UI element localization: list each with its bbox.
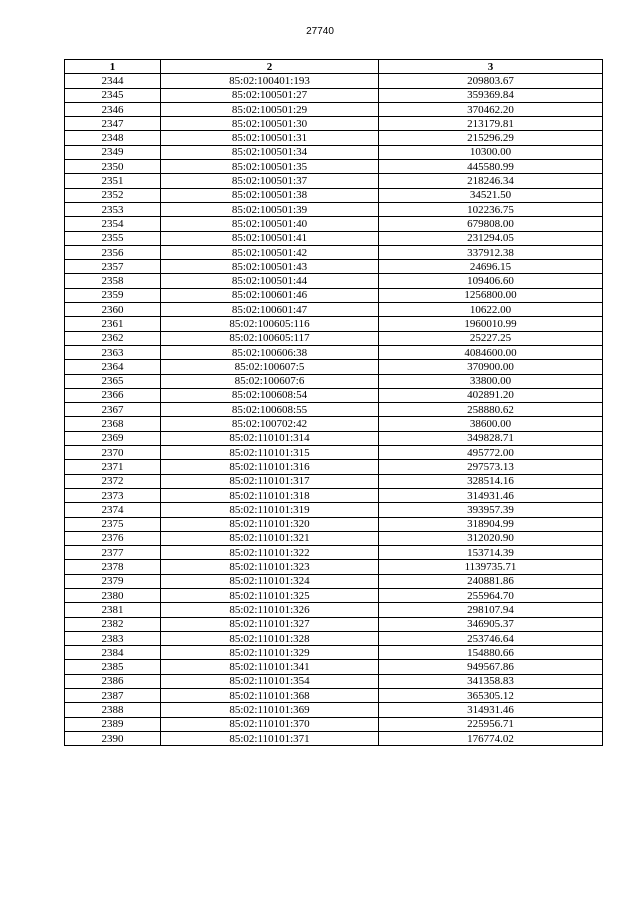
cadastral-number-cell: 85:02:100601:47 (161, 303, 379, 317)
cadastral-number-cell: 85:02:110101:319 (161, 503, 379, 517)
cadastral-number-cell: 85:02:100608:54 (161, 388, 379, 402)
value-cell: 33800.00 (379, 374, 603, 388)
row-number-cell: 2351 (65, 174, 161, 188)
table-row (65, 574, 603, 588)
table-row (65, 460, 603, 474)
row-number-cell: 2386 (65, 674, 161, 688)
table-row (65, 546, 603, 560)
table-row (65, 560, 603, 574)
table-row (65, 217, 603, 231)
cadastral-number-cell: 85:02:100501:42 (161, 245, 379, 259)
row-number-cell: 2378 (65, 560, 161, 574)
value-cell: 215296.29 (379, 131, 603, 145)
cadastral-number-cell: 85:02:100608:55 (161, 403, 379, 417)
value-cell: 495772.00 (379, 446, 603, 460)
value-cell: 1960010.99 (379, 317, 603, 331)
row-number-cell: 2380 (65, 588, 161, 602)
row-number-cell: 2388 (65, 703, 161, 717)
table-header (65, 60, 603, 74)
cadastral-number-cell: 85:02:100501:39 (161, 202, 379, 216)
row-number-cell: 2387 (65, 689, 161, 703)
table-row (65, 202, 603, 216)
cadastral-number-cell: 85:02:100501:35 (161, 160, 379, 174)
table-row (65, 260, 603, 274)
value-cell: 218246.34 (379, 174, 603, 188)
row-number-cell: 2353 (65, 202, 161, 216)
table-row (65, 403, 603, 417)
value-cell: 1139735.71 (379, 560, 603, 574)
table-row (65, 703, 603, 717)
table-row (65, 431, 603, 445)
table-row (65, 588, 603, 602)
row-number-cell: 2371 (65, 460, 161, 474)
cadastral-number-cell: 85:02:100501:43 (161, 260, 379, 274)
table-row (65, 474, 603, 488)
cadastral-number-cell: 85:02:100501:40 (161, 217, 379, 231)
cadastral-number-cell: 85:02:100607:5 (161, 360, 379, 374)
value-cell: 445580.99 (379, 160, 603, 174)
row-number-cell: 2367 (65, 403, 161, 417)
cadastral-number-cell: 85:02:110101:370 (161, 717, 379, 731)
column-header-3: 3 (379, 60, 603, 74)
cadastral-number-cell: 85:02:100605:116 (161, 317, 379, 331)
row-number-cell: 2363 (65, 345, 161, 359)
row-number-cell: 2389 (65, 717, 161, 731)
cadastral-number-cell: 85:02:110101:341 (161, 660, 379, 674)
table-row (65, 646, 603, 660)
value-cell: 109406.60 (379, 274, 603, 288)
row-number-cell: 2356 (65, 245, 161, 259)
row-number-cell: 2346 (65, 102, 161, 116)
value-cell: 25227.25 (379, 331, 603, 345)
table-row (65, 517, 603, 531)
table-row (65, 231, 603, 245)
cadastral-number-cell: 85:02:100501:27 (161, 88, 379, 102)
row-number-cell: 2383 (65, 631, 161, 645)
value-cell: 176774.02 (379, 731, 603, 745)
table-row (65, 88, 603, 102)
row-number-cell: 2376 (65, 531, 161, 545)
value-cell: 231294.05 (379, 231, 603, 245)
row-number-cell: 2369 (65, 431, 161, 445)
value-cell: 154880.66 (379, 646, 603, 660)
value-cell: 314931.46 (379, 703, 603, 717)
cadastral-number-cell: 85:02:110101:371 (161, 731, 379, 745)
row-number-cell: 2377 (65, 546, 161, 560)
value-cell: 365305.12 (379, 689, 603, 703)
table-row (65, 117, 603, 131)
cadastral-number-cell: 85:02:100606:38 (161, 345, 379, 359)
table-row (65, 388, 603, 402)
row-number-cell: 2350 (65, 160, 161, 174)
cadastral-number-cell: 85:02:100607:6 (161, 374, 379, 388)
table-row (65, 174, 603, 188)
column-header-2: 2 (161, 60, 379, 74)
cadastral-number-cell: 85:02:110101:322 (161, 546, 379, 560)
row-number-cell: 2361 (65, 317, 161, 331)
value-cell: 370900.00 (379, 360, 603, 374)
data-table (64, 59, 603, 746)
row-number-cell: 2372 (65, 474, 161, 488)
cadastral-number-cell: 85:02:110101:369 (161, 703, 379, 717)
table-row (65, 360, 603, 374)
table-row (65, 374, 603, 388)
cadastral-number-cell: 85:02:100501:38 (161, 188, 379, 202)
table-row (65, 417, 603, 431)
page-number: 27740 (306, 26, 334, 37)
value-cell: 949567.86 (379, 660, 603, 674)
row-number-cell: 2364 (65, 360, 161, 374)
value-cell: 255964.70 (379, 588, 603, 602)
table-row (65, 288, 603, 302)
table-row (65, 274, 603, 288)
row-number-cell: 2347 (65, 117, 161, 131)
row-number-cell: 2365 (65, 374, 161, 388)
value-cell: 298107.94 (379, 603, 603, 617)
cadastral-number-cell: 85:02:110101:326 (161, 603, 379, 617)
table-row (65, 674, 603, 688)
column-header-1: 1 (65, 60, 161, 74)
value-cell: 349828.71 (379, 431, 603, 445)
cadastral-number-cell: 85:02:110101:316 (161, 460, 379, 474)
table-row (65, 503, 603, 517)
cadastral-number-cell: 85:02:110101:315 (161, 446, 379, 460)
row-number-cell: 2357 (65, 260, 161, 274)
row-number-cell: 2373 (65, 488, 161, 502)
table-row (65, 74, 603, 88)
cadastral-number-cell: 85:02:110101:324 (161, 574, 379, 588)
cadastral-number-cell: 85:02:100401:193 (161, 74, 379, 88)
value-cell: 225956.71 (379, 717, 603, 731)
row-number-cell: 2368 (65, 417, 161, 431)
table-row (65, 689, 603, 703)
row-number-cell: 2348 (65, 131, 161, 145)
value-cell: 38600.00 (379, 417, 603, 431)
table-row (65, 660, 603, 674)
row-number-cell: 2352 (65, 188, 161, 202)
value-cell: 34521.50 (379, 188, 603, 202)
cadastral-number-cell: 85:02:100501:37 (161, 174, 379, 188)
table-row (65, 488, 603, 502)
cadastral-number-cell: 85:02:110101:320 (161, 517, 379, 531)
table-row (65, 631, 603, 645)
cadastral-number-cell: 85:02:110101:354 (161, 674, 379, 688)
table-row (65, 131, 603, 145)
cadastral-number-cell: 85:02:110101:327 (161, 617, 379, 631)
table-row (65, 731, 603, 745)
row-number-cell: 2358 (65, 274, 161, 288)
row-number-cell: 2385 (65, 660, 161, 674)
row-number-cell: 2360 (65, 303, 161, 317)
row-number-cell: 2390 (65, 731, 161, 745)
cadastral-number-cell: 85:02:100501:31 (161, 131, 379, 145)
value-cell: 153714.39 (379, 546, 603, 560)
table-row (65, 531, 603, 545)
value-cell: 314931.46 (379, 488, 603, 502)
table-row (65, 331, 603, 345)
table-row (65, 303, 603, 317)
cadastral-number-cell: 85:02:100501:44 (161, 274, 379, 288)
cadastral-number-cell: 85:02:100501:41 (161, 231, 379, 245)
row-number-cell: 2381 (65, 603, 161, 617)
value-cell: 337912.38 (379, 245, 603, 259)
cadastral-number-cell: 85:02:100501:30 (161, 117, 379, 131)
cadastral-number-cell: 85:02:110101:325 (161, 588, 379, 602)
value-cell: 258880.62 (379, 403, 603, 417)
table-row (65, 603, 603, 617)
value-cell: 341358.83 (379, 674, 603, 688)
cadastral-number-cell: 85:02:100501:34 (161, 145, 379, 159)
cadastral-number-cell: 85:02:100702:42 (161, 417, 379, 431)
value-cell: 213179.81 (379, 117, 603, 131)
value-cell: 102236.75 (379, 202, 603, 216)
row-number-cell: 2345 (65, 88, 161, 102)
row-number-cell: 2344 (65, 74, 161, 88)
table-row (65, 345, 603, 359)
row-number-cell: 2382 (65, 617, 161, 631)
value-cell: 359369.84 (379, 88, 603, 102)
cadastral-number-cell: 85:02:110101:314 (161, 431, 379, 445)
table-row (65, 617, 603, 631)
cadastral-number-cell: 85:02:100501:29 (161, 102, 379, 116)
cadastral-number-cell: 85:02:110101:321 (161, 531, 379, 545)
row-number-cell: 2379 (65, 574, 161, 588)
value-cell: 318904.99 (379, 517, 603, 531)
value-cell: 209803.67 (379, 74, 603, 88)
cadastral-number-cell: 85:02:110101:328 (161, 631, 379, 645)
row-number-cell: 2374 (65, 503, 161, 517)
table-row (65, 188, 603, 202)
row-number-cell: 2384 (65, 646, 161, 660)
row-number-cell: 2366 (65, 388, 161, 402)
table-row (65, 446, 603, 460)
value-cell: 10300.00 (379, 145, 603, 159)
value-cell: 1256800.00 (379, 288, 603, 302)
row-number-cell: 2370 (65, 446, 161, 460)
header-row (65, 60, 603, 74)
value-cell: 679808.00 (379, 217, 603, 231)
value-cell: 253746.64 (379, 631, 603, 645)
cadastral-number-cell: 85:02:110101:323 (161, 560, 379, 574)
cadastral-number-cell: 85:02:110101:318 (161, 488, 379, 502)
table-row (65, 245, 603, 259)
table-row (65, 317, 603, 331)
value-cell: 312020.90 (379, 531, 603, 545)
table-row (65, 145, 603, 159)
value-cell: 370462.20 (379, 102, 603, 116)
table-row (65, 160, 603, 174)
value-cell: 402891.20 (379, 388, 603, 402)
table-row (65, 717, 603, 731)
value-cell: 4084600.00 (379, 345, 603, 359)
cadastral-number-cell: 85:02:110101:368 (161, 689, 379, 703)
value-cell: 10622.00 (379, 303, 603, 317)
row-number-cell: 2375 (65, 517, 161, 531)
row-number-cell: 2354 (65, 217, 161, 231)
table-body (65, 74, 603, 746)
cadastral-number-cell: 85:02:110101:317 (161, 474, 379, 488)
table-row (65, 102, 603, 116)
row-number-cell: 2355 (65, 231, 161, 245)
cadastral-number-cell: 85:02:100605:117 (161, 331, 379, 345)
value-cell: 393957.39 (379, 503, 603, 517)
value-cell: 346905.37 (379, 617, 603, 631)
value-cell: 24696.15 (379, 260, 603, 274)
value-cell: 240881.86 (379, 574, 603, 588)
row-number-cell: 2349 (65, 145, 161, 159)
value-cell: 297573.13 (379, 460, 603, 474)
value-cell: 328514.16 (379, 474, 603, 488)
row-number-cell: 2362 (65, 331, 161, 345)
cadastral-number-cell: 85:02:110101:329 (161, 646, 379, 660)
row-number-cell: 2359 (65, 288, 161, 302)
cadastral-number-cell: 85:02:100601:46 (161, 288, 379, 302)
